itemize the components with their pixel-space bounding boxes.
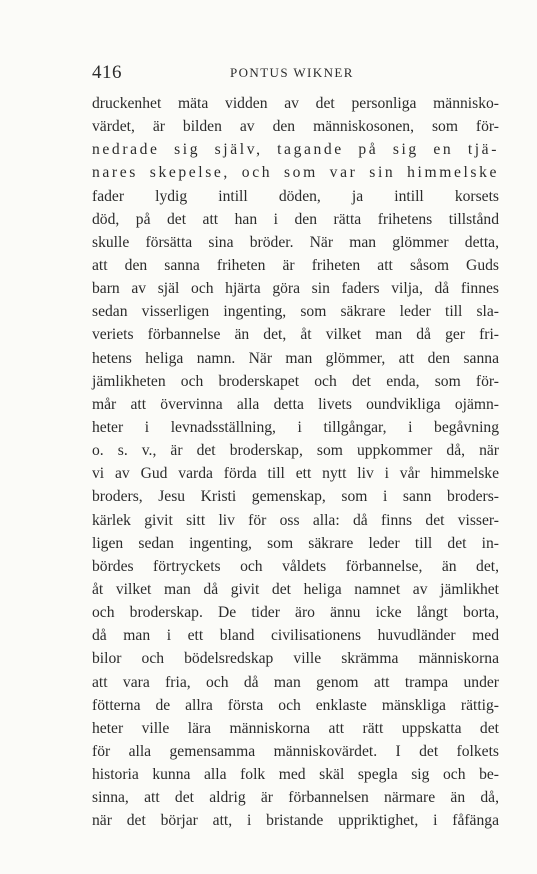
text-line: heter i levnadsställning, i tillgångar, i begåvning bbox=[92, 418, 499, 436]
text-line: druckenhet mäta vidden av det personliga människo- bbox=[92, 95, 499, 112]
text-line: barn av själ och hjärta göra sin faders vilja, då finnes bbox=[92, 280, 499, 298]
text-line: sedan visserligen ingenting, som säkrare leder till sla- bbox=[92, 303, 499, 321]
text-line: historia kunna alla folk med skäl spegla sig och be- bbox=[92, 766, 499, 784]
text-line: kärlek givit sitt liv för oss alla: då finns det visser- bbox=[92, 511, 499, 529]
text-line: död, på det att han i den rätta frihetens tillstånd bbox=[92, 210, 499, 228]
body-text bbox=[92, 92, 499, 833]
text-line: värdet, är bilden av den människosonen, som för- bbox=[92, 118, 499, 136]
text-line: skulle försätta sina bröder. När man glömmer detta, bbox=[92, 233, 499, 251]
text-line: fötterna de allra första och enklaste mänskliga rättig- bbox=[92, 696, 499, 714]
page-number: 416 bbox=[92, 62, 122, 83]
text-line: jämlikheten och broderskapet och det enda, som för- bbox=[92, 372, 499, 390]
text-line: att vara fria, och då man genom att trampa under bbox=[92, 673, 499, 691]
text-line: ligen sedan ingenting, som säkrare leder till det in- bbox=[92, 534, 499, 552]
text-line: broders, Jesu Kristi gemenskap, som i sann broders- bbox=[92, 488, 499, 506]
text-line: att den sanna friheten är friheten att såsom Guds bbox=[92, 256, 499, 274]
text-line: o. s. v., är det broderskap, som uppkommer då, när bbox=[92, 442, 499, 460]
text-line: bilor och bödelsredskap ville skrämma människorna bbox=[92, 650, 499, 668]
text-line: nedrade sig själv, tagande på sig en tjä- bbox=[92, 141, 499, 159]
text-line: vi av Gud varda förda till ett nytt liv i vår himmelske bbox=[92, 465, 499, 483]
text-line: åt vilket man då givit det heliga namnet av jämlikhet bbox=[92, 580, 499, 598]
text-line: mår att övervinna alla detta livets oundvikliga ojämn- bbox=[92, 395, 499, 413]
text-line: heter ville lära människorna att rätt uppskatta det bbox=[92, 719, 499, 737]
running-head: PONTUS WIKNER bbox=[230, 65, 354, 80]
text-line: för alla gemensamma människovärdet. I det folkets bbox=[92, 742, 499, 760]
text-line: bördes förtryckets och våldets förbannelse, än det, bbox=[92, 557, 499, 575]
text-line: och broderskap. De tider äro ännu icke långt borta, bbox=[92, 604, 499, 622]
text-line: nares skepelse, och som var sin himmelske bbox=[92, 164, 499, 182]
text-line: fader lydig intill döden, ja intill korsets bbox=[92, 187, 499, 205]
page-header bbox=[92, 62, 497, 86]
text-line: när det börjar att, i bristande uppriktighet, i fåfänga bbox=[92, 812, 499, 830]
text-line: sinna, att det aldrig är förbannelsen närmare än då, bbox=[92, 789, 499, 807]
text-line: hetens heliga namn. När man glömmer, att den sanna bbox=[92, 349, 499, 367]
text-line: veriets förbannelse än det, åt vilket man då ger fri- bbox=[92, 326, 499, 344]
text-line: då man i ett bland civilisationens huvudländer med bbox=[92, 627, 499, 645]
